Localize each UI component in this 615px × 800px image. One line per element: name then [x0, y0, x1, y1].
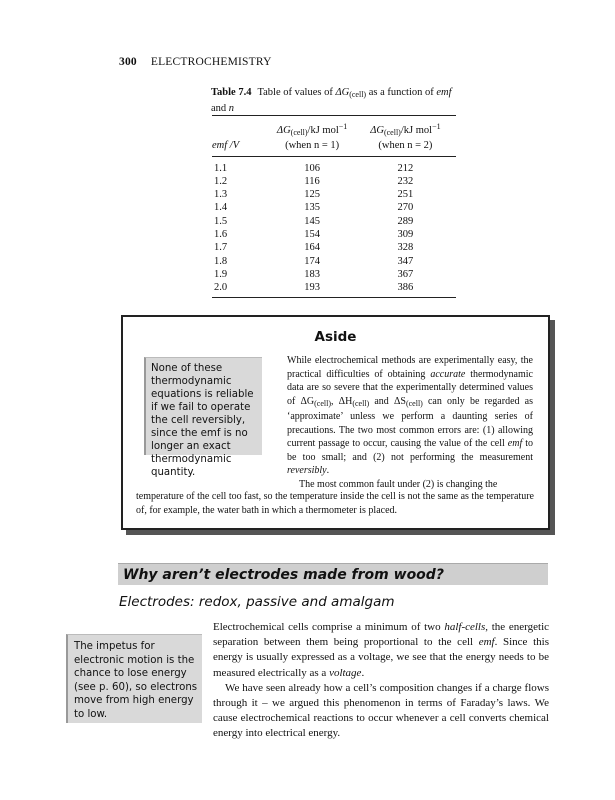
table-bottom-rule	[212, 297, 456, 298]
caption-symbol: ΔG	[335, 87, 350, 98]
body-paragraph-2: We have seen already how a cell’s composition changes if a charge flows through it – we argued this phenomenon in terms of Faraday’s laws. We cause electrochemical reactions to occur whenever a cell converts chemical energy into electrical energy.	[213, 681, 549, 740]
running-head	[119, 56, 272, 68]
table-cell: 1.6	[214, 228, 228, 240]
table-caption	[211, 86, 461, 116]
table-cell: 309	[397, 228, 414, 240]
aside-title: Aside	[314, 329, 357, 345]
table-cell: 2.0	[214, 282, 228, 294]
body-paragraph-1: Electrochemical cells comprise a minimum of two half-cells, the energetic separation between them being proportional to the cell emf. Since this energy is usually expressed as a voltage, we see that the energy needs to be measured electrically as a voltage.	[213, 621, 550, 679]
aside-paragraph: While electrochemical methods are experimentally easy, the practical difficulties of obtaining accurate thermodynamic data are so severe that the experimentally determined values of $\Delta G_{(cell)}$, $\Delta H_{(cell)}$ and $\Delta S_{(cell)}$ can only be regarded as ‘approximate’ unless we perform a daunting series of precautions. The two most common errors are: (1) allowing current passage to occur, causing the value of the cell emf to be too small; and (2) not performing the measurement reversibly. The most common fault under (2) is changing the	[287, 355, 534, 490]
table-cell: 328	[397, 242, 414, 254]
table-row	[212, 228, 456, 241]
table-cell: 164	[304, 242, 320, 254]
table-cell: 251	[397, 189, 414, 201]
aside-paragraph-continued: temperature of the cell too fast, so the temperature inside the cell is not the same as the temperature of, for example, the water bath in which a thermometer is placed.	[136, 491, 534, 516]
table-row	[212, 201, 456, 214]
table-cell: 1.7	[214, 242, 228, 254]
header-col2-line1: $\Delta G_{(cell)}/kJ$ mol$^{-1}$	[276, 122, 348, 137]
header-col3-line2: (when n = 2)	[378, 140, 433, 151]
header-col2-line2: (when n = 1)	[285, 140, 340, 151]
table-cell: 106	[304, 162, 320, 174]
page-number: 300	[119, 56, 137, 68]
table-label: Table 7.4	[211, 87, 252, 98]
table-cell: 1.8	[214, 255, 228, 267]
table-cell: 1.9	[214, 268, 228, 280]
table-cell: 1.1	[214, 162, 228, 174]
caption-sub: (cell)	[349, 90, 367, 99]
table-row	[212, 268, 456, 281]
caption-n: n	[228, 103, 235, 114]
table-cell: 174	[304, 255, 320, 267]
table-row	[212, 241, 456, 254]
table-row	[212, 281, 456, 294]
table-row	[212, 188, 456, 201]
table-cell: 212	[397, 162, 414, 174]
running-head-title: ELECTROCHEMISTRY	[150, 56, 272, 68]
table-cell: 154	[304, 228, 320, 240]
caption-text-1: Table of values of	[257, 87, 336, 98]
table-cell: 116	[304, 175, 320, 187]
table-cell: 232	[397, 175, 414, 187]
header-col1: emf /V	[212, 140, 240, 151]
caption-text-2: as a function of	[366, 87, 437, 98]
table-cell: 289	[397, 215, 414, 227]
aside-box	[121, 315, 550, 530]
table-cell: 145	[304, 215, 320, 227]
table-row	[212, 175, 456, 188]
data-table	[212, 115, 456, 298]
table-row	[212, 215, 456, 228]
table-cell: 270	[397, 202, 414, 214]
table-cell: 193	[304, 282, 320, 294]
table-cell: 1.3	[214, 189, 228, 201]
caption-emf: emf	[436, 87, 452, 98]
table-row	[212, 255, 456, 268]
section-banner: Why aren’t electrodes made from wood?	[118, 563, 548, 585]
table-cell: 367	[397, 268, 414, 280]
subsection-heading: Electrodes: redox, passive and amalgam	[119, 594, 395, 610]
table-row	[212, 162, 456, 175]
margin-note: The impetus for electronic motion is the chance to lose energy (see p. 60), so electrons move from high energy to low.	[66, 634, 202, 723]
table-cell: 386	[397, 282, 414, 294]
table-cell: 135	[304, 202, 320, 214]
header-col3-line1: $\Delta G_{(cell)}/kJ$ mol$^{-1}$	[370, 122, 441, 137]
table-cell: 1.5	[214, 215, 228, 227]
table-cell: 183	[304, 268, 320, 280]
aside-margin-note: None of these thermodynamic equations is reliable if we fail to operate the cell reversibly, since the emf is no longer an exact thermodynamic quantity.	[144, 357, 262, 455]
table-cell: 125	[304, 189, 320, 201]
body-text	[213, 620, 549, 742]
table-cell: 1.4	[214, 202, 228, 214]
caption-text-3: and	[211, 103, 229, 114]
table-cell: 347	[397, 255, 414, 267]
table-cell: 1.2	[214, 175, 228, 187]
